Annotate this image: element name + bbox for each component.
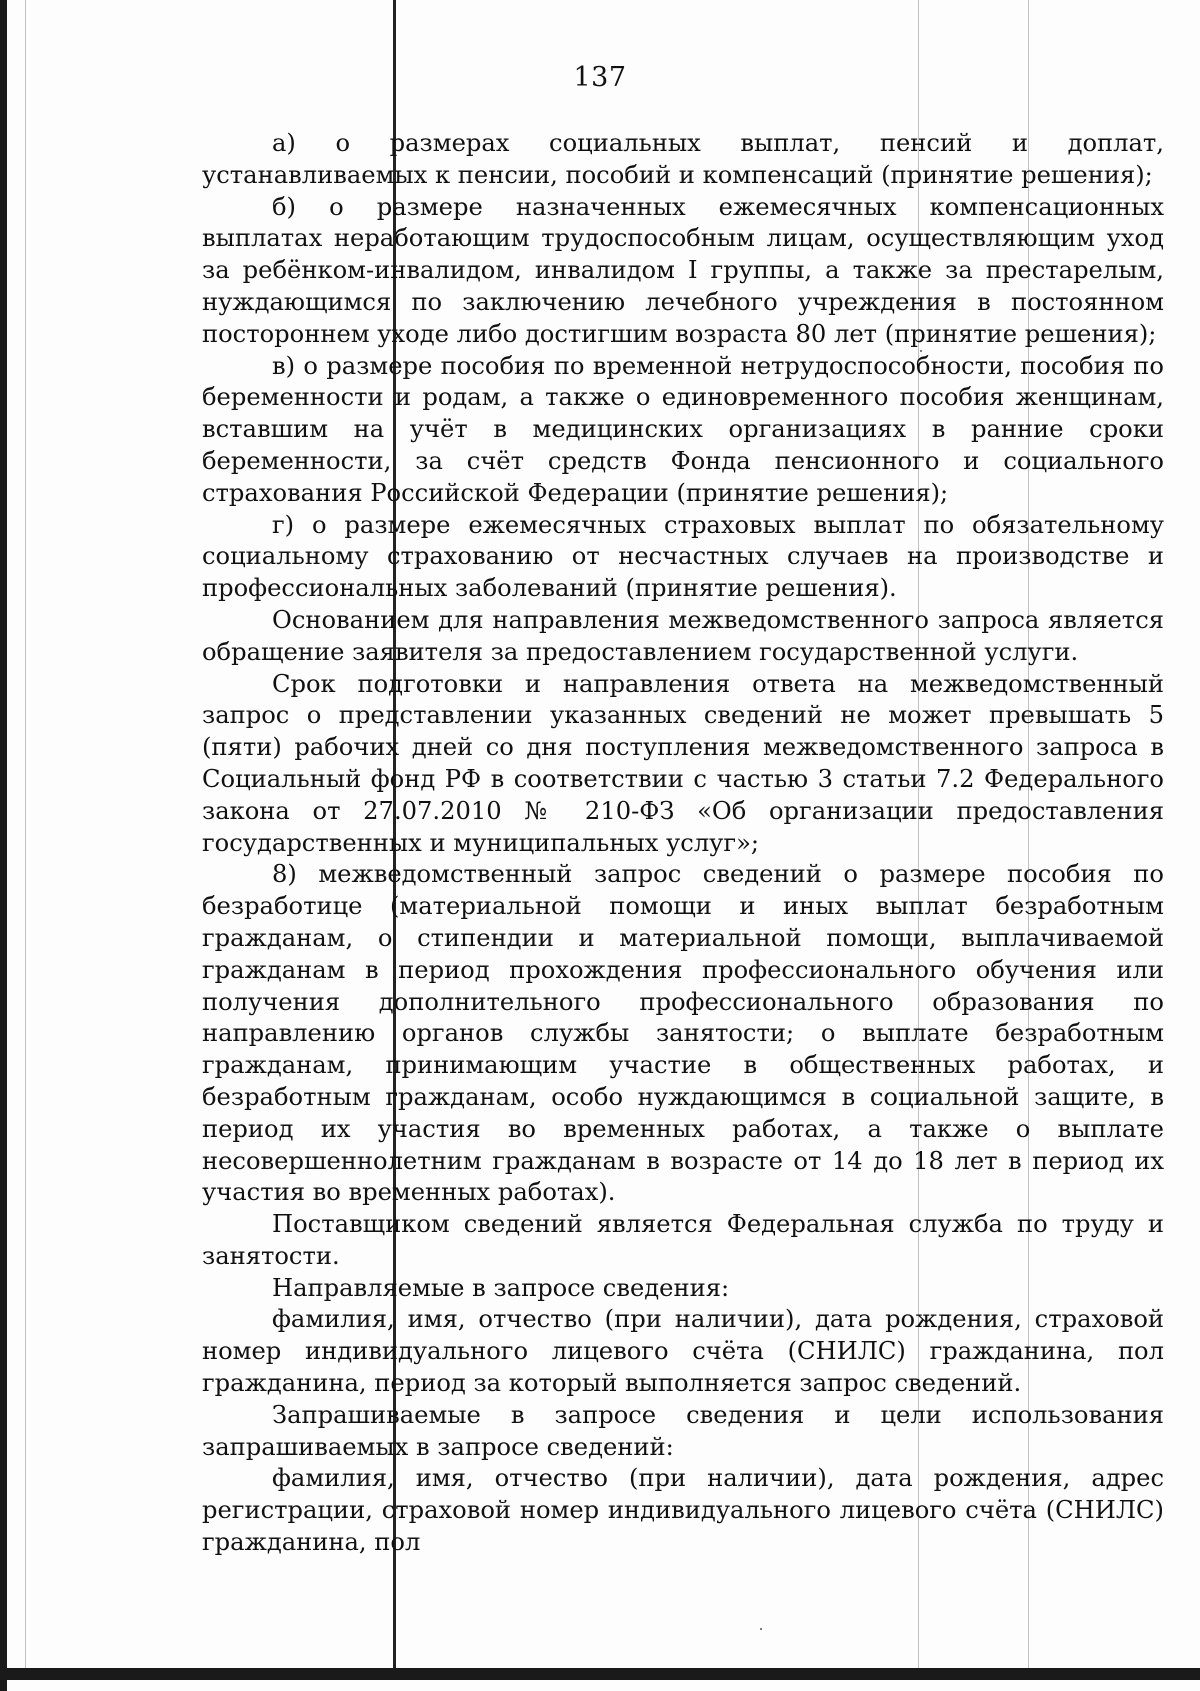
paragraph: Направляемые в запросе сведения: [272,1273,730,1302]
paragraph: б) о размере назначенных ежемесячных компенсационных выплатах неработающим трудоспособным лицам, осуществляющим уход за ребёнком-инвалидом, инвалидом I группы, а также за престарелым, нуждающимся по заключению лечебного учреждения в постоянном постороннем уходе либо достигшим возраста 80 лет (принятие решения); [202,192,1164,348]
paragraph: Запрашиваемые в запросе сведения и цели использования запрашиваемых в запросе сведений: [202,1400,1164,1461]
paragraph: а) о размерах социальных выплат, пенсий и доплат, устанавливаемых к пенсии, пособий и компенсаций (принятие решения); [202,129,1164,189]
paragraph: в) о размере пособия по временной нетрудоспособности, пособия по беременности и родам, а также о единовременного пособия женщинам, вставшим на учёт в медицинских организациях в ранние сроки беременности, за счёт средств Фонда пенсионного и социального страхования Российской Федерации (принятие решения); [202,351,1164,507]
paragraph: Основанием для направления межведомственного запроса является обращение заявителя за предоставлением государственной услуги. [202,605,1164,666]
paragraph: фамилия, имя, отчество (при наличии), дата рождения, адрес регистрации, страховой номер индивидуального лицевого счёта (СНИЛС) гражданина, пол [202,1464,1164,1557]
scan-faint-line [25,0,26,1675]
paragraph: Срок подготовки и направления ответа на межведомственный запрос о представлении указанных сведений не может превышать 5 (пяти) рабочих дней со дня поступления межведомственного запроса в Социальный фонд РФ в соответствии с частью 3 статьи 7.2 Федерального закона от 27.07.2010 № 210-ФЗ «Об организации предоставления государственных и муниципальных услуг»; [202,669,1164,857]
scan-speck [760,1628,762,1630]
paragraph: фамилия, имя, отчество (при наличии), дата рождения, страховой номер индивидуального лицевого счёта (СНИЛС) гражданина, пол гражданина, период за который выполняется запрос сведений. [202,1305,1164,1398]
paragraph: 8) межведомственный запрос сведений о размере пособия по безработице (материальной помощи и иных выплат безработным гражданам, о стипендии и материальной помощи, выплачиваемой гражданам в период прохождения профессионального обучения или получения дополнительного профессионального образования по направлению органов службы занятости; о выплате безработным гражданам, принимающим участие в общественных работах, и безработным гражданам, особо нуждающимся в социальной защите, в период их участия во временных работах, а также о выплате несовершеннолетним гражданам в возрасте от 14 до 18 лет в период их участия во временных работах). [202,860,1164,1207]
paragraph: г) о размере ежемесячных страховых выплат по обязательному социальному страхованию от несчастных случаев на производстве и профессиональных заболеваний (принятие решения). [202,510,1164,603]
scan-left-edge [0,0,7,1691]
paragraph: Поставщиком сведений является Федеральная служба по труду и занятости. [202,1210,1164,1270]
page-number: 137 [573,62,627,93]
scan-bottom-bar [0,1668,1200,1680]
document-body [202,128,1164,1559]
